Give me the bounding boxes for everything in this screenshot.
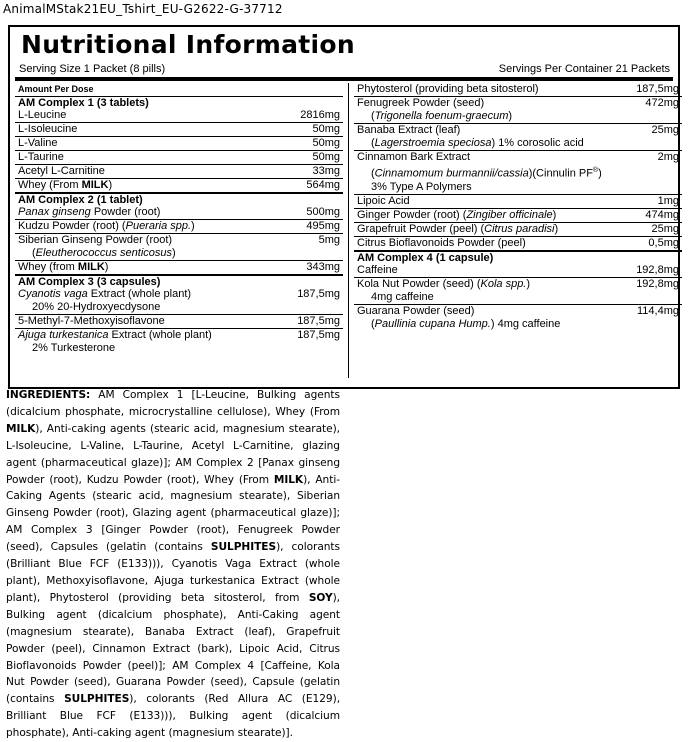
nutrient-row (15, 179, 343, 192)
nutrient-row (354, 83, 682, 97)
nutrient-amount: 2816mg (300, 109, 340, 121)
servings-per-container: Servings Per Container 21 Packets (498, 63, 670, 75)
nutrient-amount: 0,5mg (648, 236, 679, 249)
nutrient-name: Ginger Powder (root) (Zingiber officinale) (357, 208, 557, 221)
nutrient-name: L-Leucine (18, 109, 67, 121)
nutrition-panel (8, 25, 680, 389)
nutrient-name: Acetyl L-Carnitine (18, 165, 105, 177)
nutrient-subline: (Lagerstroemia speciosa) 1% corosolic acid (371, 137, 584, 149)
nutrient-amount: 472mg (645, 97, 679, 109)
nutrient-amount: 495mg (306, 220, 340, 232)
nutrient-row (15, 123, 343, 137)
nutrient-amount: 50mg (312, 137, 340, 149)
nutrient-row (15, 109, 343, 123)
nutrient-amount: 114,4mg (637, 304, 679, 317)
nutrient-row (15, 288, 343, 315)
nutrient-amount: 25mg (651, 124, 679, 136)
nutrient-name: Siberian Ginseng Powder (root) (18, 234, 173, 246)
nutrient-subline: 20% 20-Hydroxyecdysone (32, 301, 161, 313)
nutrient-name: Kudzu Powder (root) (Pueraria spp.) (18, 220, 195, 232)
nutrient-row (354, 209, 682, 223)
nutrient-name: L-Taurine (18, 151, 64, 163)
nutrient-name: Cinnamon Bark Extract (357, 151, 471, 163)
amount-per-dose-header: Amount Per Dose (15, 83, 343, 97)
nutrient-amount: 5mg (318, 234, 340, 246)
nutrient-row (15, 137, 343, 151)
nutrient-name: Guarana Powder (seed) (357, 304, 475, 317)
nutrient-name: Grapefruit Powder (peel) (Citrus paradisi) (357, 222, 559, 235)
nutrient-name: Citrus Bioflavonoids Powder (peel) (357, 236, 526, 249)
nutrient-row (15, 165, 343, 179)
nutrient-amount: 187,5mg (297, 329, 340, 341)
nutrient-row (15, 220, 343, 234)
nutrient-row (15, 315, 343, 329)
nutrient-subline: 2% Turkesterone (32, 342, 116, 354)
nutrient-name: Cyanotis vaga Extract (whole plant) (18, 288, 192, 300)
nutrient-amount: 343mg (306, 261, 340, 273)
nutrient-amount: 1mg (657, 194, 679, 207)
nutrient-row (354, 278, 682, 305)
nutrient-row (15, 234, 343, 261)
nutrient-name: L-Isoleucine (18, 123, 78, 135)
nutrient-name: Fenugreek Powder (seed) (357, 97, 485, 109)
nutrient-name: Caffeine (357, 263, 398, 276)
nutrient-amount: 50mg (312, 151, 340, 163)
nutrient-amount: 500mg (306, 206, 340, 218)
nutrient-name: Kola Nut Powder (seed) (Kola spp.) (357, 277, 531, 290)
complex-3-header: AM Complex 3 (3 capsules) (15, 274, 343, 288)
nutrient-amount: 187,5mg (636, 83, 679, 95)
nutrient-row (354, 305, 682, 331)
thick-rule (15, 77, 673, 81)
column-divider (348, 83, 349, 378)
nutrient-subline: 3% Type A Polymers (371, 180, 472, 193)
nutrient-row (354, 237, 682, 250)
file-label: AnimalMStak21EU_Tshirt_EU-G2622-G-37712 (3, 2, 283, 16)
nutrient-amount: 2mg (657, 151, 679, 163)
nutrient-subline: (Cinnamomum burmannii/cassia)(Cinnulin PF®) (371, 167, 602, 180)
nutrient-amount: 50mg (312, 123, 340, 135)
nutrient-name: Banaba Extract (leaf) (357, 124, 461, 136)
nutrient-row (15, 151, 343, 165)
nutrient-name: Phytosterol (providing beta sitosterol) (357, 83, 539, 95)
left-column (15, 83, 343, 355)
nutrient-amount: 187,5mg (297, 288, 340, 300)
complex-1-header: AM Complex 1 (3 tablets) (18, 97, 149, 109)
ingredients-text: INGREDIENTS: AM Complex 1 [L-Leucine, Bulking agents (dicalcium phosphate, microcrystalline cellulose), Whey (From MILK), Anti-caking agents (stearic acid, magnesium stearate), L-Isoleucine, L-Valine, L-Taurine, Acetyl L-Carnitine, glazing agent (pharmaceutical glaze)]; AM Complex 2 [Panax ginseng Powder (root), Kudzu Powder (root), Whey (From MILK), Anti-Caking Agents (stearic acid, magnesium stearate), Siberian Ginseng Powder (root), Glazing agent (pharmaceutical glaze)]; AM Complex 3 [Ginger Powder (root), Fenugreek Powder (seed), Capsules (gelatin (contains SULPHITES), colorants (Brilliant Blue FCF (E133))), Cyanotis Vaga Extract (whole plant), Methoxyisoflavone, Ajuga turkestanica Extract (whole plant), Phytosterol (providing beta sitosterol, from SOY), Bulking agent (dicalcium phosphate), Anti-Caking agent (magnesium stearate), Banaba Extract (leaf), Grapefruit Powder (peel), Cinnamon Extract (bark), Lipoic Acid, Citrus Bioflavonoids Powder (peel)]; AM Complex 4 [Caffeine, Kola Nut Powder (seed), Guarana Powder (seed), Capsule (gelatin (contains SULPHITES), colorants (Red Allura AC (E129), Brilliant Blue FCF (E133))), Bulking agent (dicalcium phosphate), Anti-caking agent (magnesium stearate)]. (6, 389, 341, 740)
nutrient-subline: 4mg caffeine (371, 290, 434, 303)
nutrient-row (354, 195, 682, 209)
nutrient-amount: 474mg (645, 208, 679, 221)
complex-2-header: AM Complex 2 (1 tablet) (15, 192, 343, 206)
ingredients-label: INGREDIENTS: (6, 389, 91, 401)
nutrient-row (15, 206, 343, 220)
nutrient-row (354, 223, 682, 237)
nutrient-amount: 33mg (312, 165, 340, 177)
nutrient-amount: 192,8mg (636, 277, 679, 290)
nutrient-row (354, 97, 682, 124)
complex-4-header: AM Complex 4 (1 capsule) (354, 250, 682, 264)
right-column (354, 83, 682, 331)
nutrient-name: Whey (From MILK) (18, 179, 113, 191)
panel-title: Nutritional Information (21, 30, 355, 59)
nutrient-name: Lipoic Acid (357, 194, 410, 207)
nutrient-name: Panax ginseng Powder (root) (18, 206, 161, 218)
nutrient-subline: (Paullinia cupana Hump.) 4mg caffeine (371, 317, 561, 330)
nutrient-subline: (Trigonella foenum-graecum) (371, 110, 513, 122)
nutrient-amount: 564mg (306, 179, 340, 191)
nutrient-row (354, 124, 682, 151)
nutrient-row (15, 261, 343, 274)
nutrient-name: Ajuga turkestanica Extract (whole plant) (18, 329, 212, 341)
nutrient-name: L-Valine (18, 137, 58, 149)
nutrient-amount: 25mg (651, 222, 679, 235)
nutrient-name: 5-Methyl-7-Methoxyisoflavone (18, 315, 165, 327)
nutrient-name: Whey (from MILK) (18, 261, 109, 273)
nutrient-subline: (Eleutherococcus senticosus) (32, 247, 176, 259)
nutrient-row (15, 329, 343, 355)
nutrient-amount: 187,5mg (297, 315, 340, 327)
nutrient-amount: 192,8mg (636, 263, 679, 276)
nutrient-row (354, 151, 682, 195)
nutrient-row (354, 264, 682, 278)
serving-size: Serving Size 1 Packet (8 pills) (19, 63, 166, 75)
